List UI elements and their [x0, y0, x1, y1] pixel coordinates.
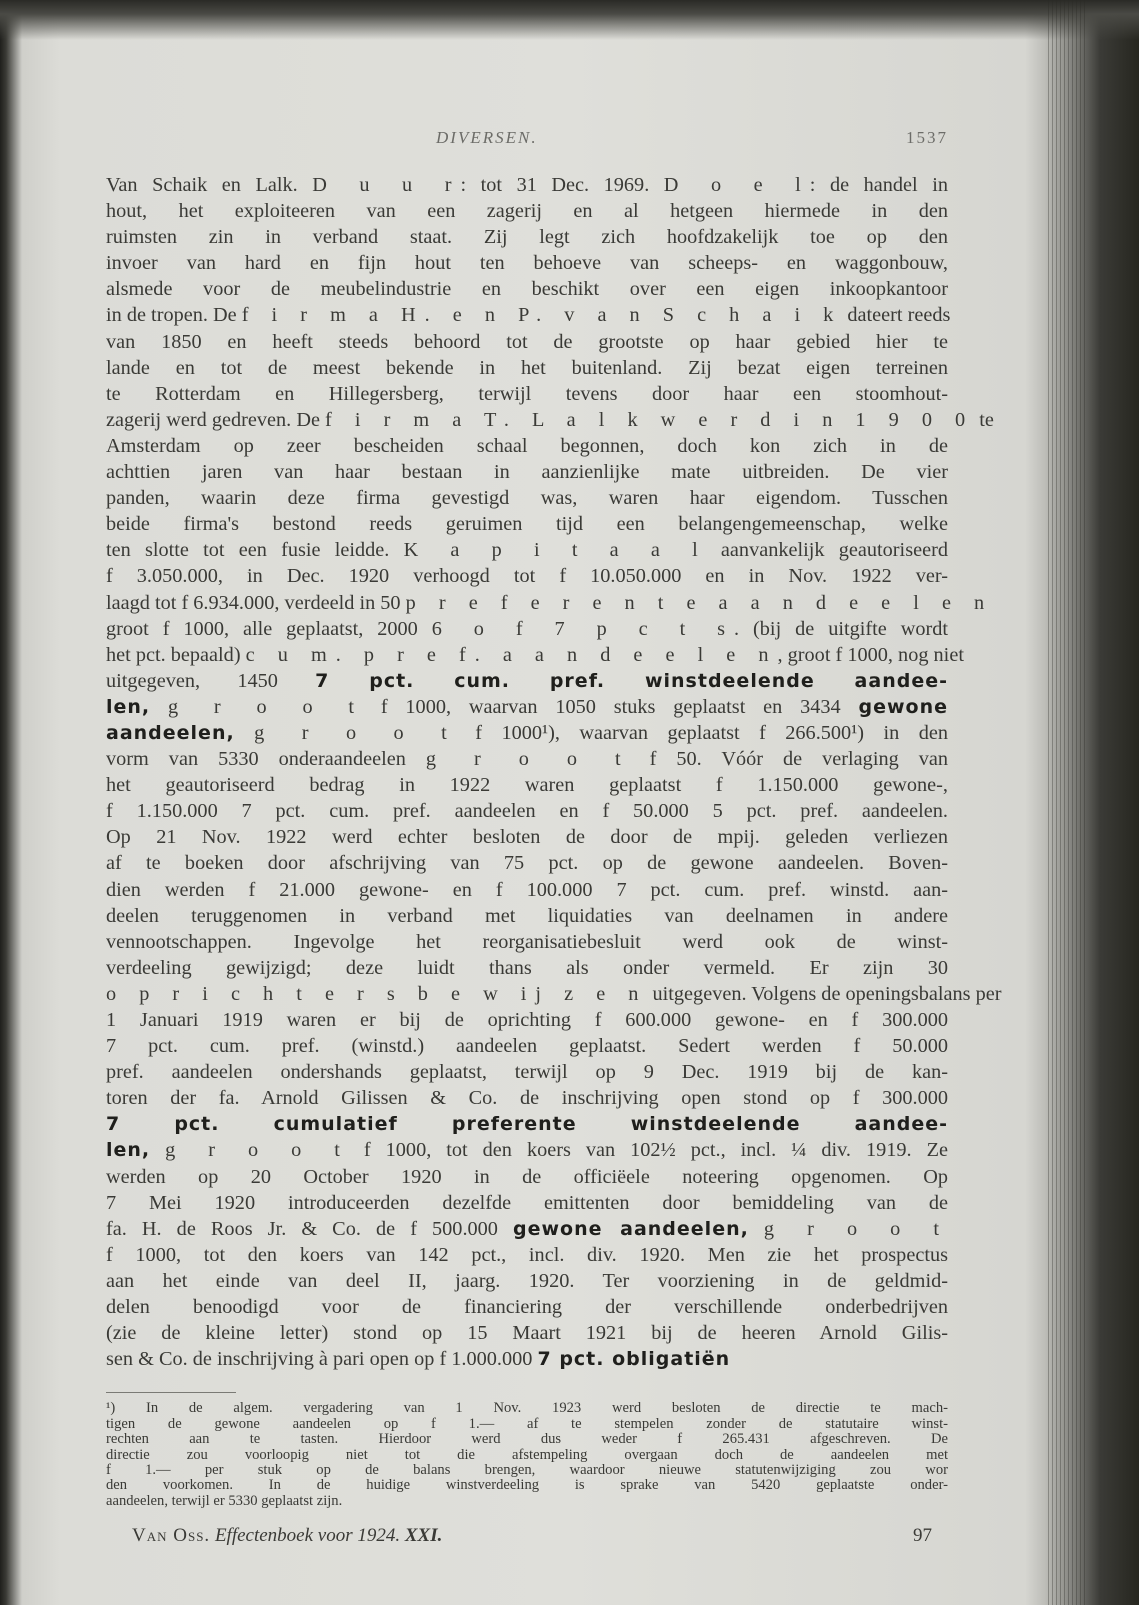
text-run: panden, waarin deze firma gevestigd was, waren haar eigendom. Tusschen	[106, 487, 948, 510]
bold-run: len,	[106, 695, 151, 718]
spaced-run: g r o o t	[165, 1139, 349, 1162]
text-run: het geautoriseerd bedrag in 1922 waren geplaatst f 1.150.000 gewone-,	[106, 774, 948, 797]
text-line	[106, 172, 948, 198]
text-line	[106, 746, 948, 772]
text-run: Van Schaik en Lalk.	[106, 174, 313, 196]
footer-imprint	[132, 1525, 442, 1547]
text-run: vennootschappen. Ingevolge het reorganisatiebesluit werd ook de winst-	[106, 930, 948, 953]
text-run: f 3.050.000, in Dec. 1920 verhoogd tot f 10.050.000 en in Nov. 1922 ver-	[106, 565, 948, 588]
text-line	[106, 459, 948, 485]
footer-volume: XXI.	[404, 1525, 443, 1547]
text-line	[106, 302, 951, 328]
text-run: vorm van 5330 onderaandeelen	[106, 748, 426, 771]
text-run: uitgegeven, 1450	[106, 669, 316, 692]
text-line	[106, 563, 948, 589]
text-run: f 1000, tot den koers van 102½ pct., incl. ¼ div. 1919. Ze	[348, 1139, 948, 1162]
text-run: toren der fa. Arnold Gilissen & Co. de inschrijving open stond op f 300.000	[106, 1087, 948, 1110]
text-line	[106, 850, 948, 876]
text-line	[106, 590, 994, 616]
spaced-run: f i r m a H. e n P. v a n S c h a i k	[241, 304, 843, 327]
bold-run: gewone aandeelen,	[513, 1217, 749, 1240]
spaced-run: 6 o f 7 p c t s	[431, 617, 735, 640]
text-line	[106, 407, 994, 433]
text-run: af te boeken door afschrijving van 75 pct. op de gewone aandeelen. Boven-	[106, 852, 948, 875]
text-run: in de tropen. De	[106, 304, 242, 327]
text-run: delen benoodigd voor de financiering der verschillende onderbedrijven	[106, 1296, 948, 1319]
text-line	[106, 1111, 948, 1137]
text-run: pref. aandeelen ondershands geplaatst, terwijl op 9 Dec. 1919 bij de kan-	[106, 1061, 948, 1084]
text-run: Amsterdam op zeer bescheiden schaal begonnen, doch kon zich in de	[106, 434, 948, 457]
text-run: aan het einde van deel II, jaarg. 1920. Ter voorziening in de geldmid-	[106, 1269, 948, 1292]
text-run: ten slotte tot een fusie leidde.	[106, 539, 404, 562]
spaced-run: g r o o t	[254, 721, 456, 744]
text-line	[106, 903, 948, 929]
footnote-rule	[106, 1392, 236, 1393]
bold-run: aandeelen,	[106, 721, 235, 744]
spaced-run: g r o o t	[167, 695, 364, 718]
running-head-title: DIVERSEN.	[436, 128, 538, 147]
footnote-line: tigen de gewone aandeelen op f 1.— af te stempelen zonder de statutaire winst-	[106, 1415, 948, 1432]
text-run: achttien jaren van haar bestaan in aanzienlijke mate uitbreiden. De vier	[106, 461, 948, 484]
text-run: , groot f 1000, nog niet	[777, 643, 964, 666]
text-run: groot f 1000, alle geplaatst, 2000	[106, 617, 432, 640]
text-run: f 1000, waarvan 1050 stuks geplaatst en 3434	[363, 695, 859, 718]
text-run: uitgegeven. Volgens de openingsbalans per	[647, 982, 1002, 1005]
text-line	[106, 485, 948, 511]
text-run	[150, 696, 168, 718]
text-line	[106, 1294, 948, 1320]
text-line	[106, 1164, 948, 1190]
text-run	[749, 1218, 764, 1240]
text-line	[106, 720, 948, 746]
text-run: dateert reeds	[842, 304, 951, 327]
book-fore-edge	[1048, 0, 1088, 1605]
text-run: 7 Mei 1920 introduceerden dezelfde emittenten door bemiddeling van de	[106, 1191, 948, 1214]
text-run: f 1000¹), waarvan geplaatst f 266.500¹) in den	[455, 721, 948, 744]
text-run: invoer van hard en fijn hout ten behoeve van scheeps- en waggonbouw,	[106, 252, 948, 275]
text-line	[106, 198, 948, 224]
spaced-run: o p r i c h t e r s b e w ij z e n	[106, 982, 648, 1005]
footer-publisher: Van Oss.	[132, 1525, 211, 1547]
text-run: te	[974, 408, 994, 431]
spaced-run: D u u r	[312, 174, 461, 196]
footnote-line: f 1.— per stuk op de balans brengen, waardoor nieuwe statutenwijziging zou wor	[106, 1461, 948, 1478]
text-line	[106, 1216, 948, 1242]
text-line	[106, 642, 964, 668]
spaced-run: c u m. p r e f. a a n d e e l e n	[245, 643, 778, 666]
page-footer	[106, 1525, 948, 1555]
text-run: werden op 20 October 1920 in de officiëele noteering opgenomen. Op	[106, 1165, 948, 1188]
text-run	[235, 722, 254, 744]
text-line	[106, 772, 948, 798]
text-line	[106, 329, 948, 355]
footnote-line: aandeelen, terwijl er 5330 geplaatst zijn.	[106, 1492, 343, 1509]
text-run: verdeeling gewijzigd; deze luidt thans als onder vermeld. Er zijn 30	[106, 956, 948, 979]
text-run: : de handel in	[809, 174, 948, 196]
text-run: alsmede voor de meubelindustrie en beschikt over een eigen inkoopkantoor	[106, 278, 948, 301]
spaced-run: f i r m a T. L a l k w e r d i n 1 9 0 0	[325, 408, 975, 431]
bold-run: 7 pct. cum. pref. winstdeelende aandee-	[315, 669, 948, 692]
text-line	[106, 981, 1002, 1007]
text-run: Op 21 Nov. 1922 werd echter besloten de door de mpij. geleden verliezen	[106, 826, 948, 849]
text-run: van 1850 en heeft steeds behoord tot de grootste op haar gebied hier te	[106, 330, 948, 353]
text-line	[106, 1268, 948, 1294]
text-run: (zie de kleine letter) stond op 15 Maart 1921 bij de heeren Arnold Gilis-	[106, 1322, 948, 1345]
spaced-run: g r o o t	[763, 1217, 948, 1240]
text-run: het pct. bepaald)	[106, 643, 246, 666]
text-run: 1 Januari 1919 waren er bij de oprichting f 600.000 gewone- en f 300.000	[106, 1009, 948, 1031]
text-run: deelen teruggenomen in verband met liquidaties van deelnamen in andere	[106, 904, 948, 927]
text-run	[150, 1139, 165, 1161]
text-line	[106, 877, 948, 903]
bold-run: gewone	[858, 695, 948, 718]
text-line	[106, 955, 948, 981]
page-content	[106, 118, 1002, 1555]
footnote-line: ¹) In de algem. vergadering van 1 Nov. 1923 werd besloten de directie te mach-	[106, 1400, 948, 1417]
body-text	[106, 172, 1002, 1372]
text-run: sen & Co. de inschrijving à pari open op f 1.000.000	[106, 1348, 538, 1371]
text-run: lande en tot de meest bekende in het buitenland. Zij bezat eigen terreinen	[106, 356, 948, 379]
text-run: fa. H. de Roos Jr. & Co. de f 500.000	[106, 1217, 514, 1240]
text-run: te Rotterdam en Hillegersberg, terwijl tevens door haar een stoomhout-	[106, 382, 948, 405]
footnote-line: den voorkomen. In de huidige winstverdeeling is sprake van 5420 geplaatste onder-	[106, 1477, 948, 1494]
text-run: ruimsten zin in verband staat. Zij legt zich hoofdzakelijk toe op den	[106, 226, 948, 249]
text-run: beide firma's bestond reeds geruimen tijd een belangengemeenschap, welke	[106, 513, 948, 536]
text-line	[106, 929, 948, 955]
text-line	[106, 1007, 948, 1033]
text-line	[106, 616, 948, 642]
text-run: hout, het exploiteeren van een zagerij en al hetgeen hiermede in den	[106, 200, 948, 223]
text-run: zagerij werd gedreven. De	[106, 408, 326, 431]
text-line	[106, 1085, 948, 1111]
text-run: f 1000, tot den koers van 142 pct., incl. div. 1920. Men zie het prospectus	[106, 1243, 948, 1266]
running-head	[106, 118, 948, 150]
footer-book-title: Effectenboek voor 1924.	[214, 1525, 401, 1547]
footer-folio: 97	[913, 1525, 932, 1547]
footnote-line: rechten aan te tasten. Hierdoor werd dus weder f 265.431 afgeschreven. De	[106, 1431, 948, 1448]
text-line	[106, 824, 948, 850]
spaced-run: K a p i t a a l	[403, 539, 707, 562]
text-line	[106, 355, 948, 381]
text-line	[106, 433, 948, 459]
text-line	[106, 1033, 948, 1059]
bold-run: len,	[106, 1139, 151, 1162]
text-line	[106, 668, 948, 694]
text-run: . (bij de uitgifte wordt	[734, 617, 949, 640]
text-line	[106, 1059, 948, 1085]
footnote-line: directie zou voorloopig niet tot die afstempeling overgaan doch de aandeelen met	[106, 1446, 948, 1463]
text-run: f 1.150.000 7 pct. cum. pref. aandeelen en f 50.000 5 pct. pref. aandeelen.	[106, 800, 948, 823]
text-line	[106, 798, 948, 824]
text-run: 7 pct. cum. pref. (winstd.) aandeelen geplaatst. Sedert werden f 50.000	[106, 1035, 948, 1058]
text-line	[106, 694, 948, 720]
text-line	[106, 1190, 948, 1216]
text-run: f 50. Vóór de verlaging van	[629, 748, 949, 771]
text-run: laagd tot f 6.934.000, verdeeld in 50	[106, 591, 406, 614]
text-line	[106, 537, 948, 563]
text-line	[106, 1320, 948, 1346]
bold-run: 7 pct. cumulatief preferente winstdeelende aandee-	[106, 1113, 948, 1136]
text-run: dien werden f 21.000 gewone- en f 100.000 7 pct. cum. pref. winstd. aan-	[106, 878, 948, 901]
text-line	[106, 276, 948, 302]
text-line	[106, 224, 948, 250]
text-run: : tot 31 Dec. 1969.	[460, 174, 664, 196]
text-line	[106, 1137, 948, 1163]
text-line	[106, 1346, 948, 1372]
spaced-run: D o e l	[663, 174, 810, 196]
spaced-run: g r o o t	[425, 748, 630, 771]
footnote	[106, 1401, 948, 1509]
text-line	[106, 250, 948, 276]
bold-run: 7 pct. obligatiën	[537, 1348, 731, 1371]
text-run: aanvankelijk geautoriseerd	[706, 539, 948, 562]
spaced-run: p r e f e r e n t e a a n d e e l e n	[405, 591, 994, 614]
page-number: 1537	[906, 128, 948, 147]
text-line	[106, 1242, 948, 1268]
text-line	[106, 511, 948, 537]
text-line	[106, 381, 948, 407]
